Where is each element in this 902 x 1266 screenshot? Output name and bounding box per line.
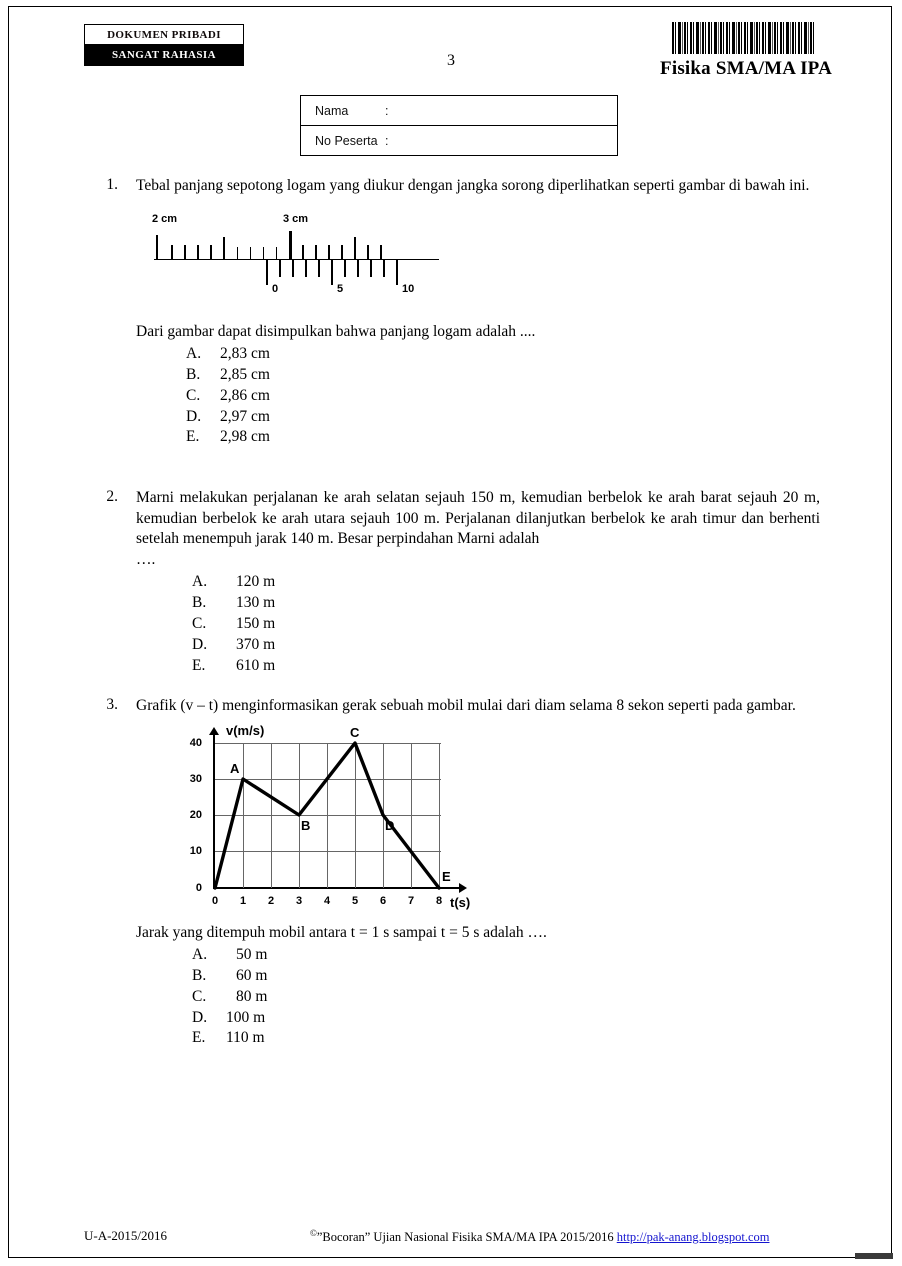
option-2-c[interactable] (136, 614, 820, 635)
option-3-a[interactable] (136, 945, 820, 966)
y-tick-label: 10 (189, 844, 202, 857)
question-1-number: 1. (106, 176, 118, 193)
graph-point-label-d: D (385, 817, 395, 833)
graph-point-label-a: A (230, 760, 240, 776)
graph-point-label-e: E (442, 868, 451, 884)
x-tick-label: 4 (323, 894, 331, 907)
identity-colon-nama: : (385, 103, 389, 118)
identity-table (300, 95, 618, 156)
option-letter: E. (192, 656, 206, 674)
option-letter: A. (192, 573, 208, 591)
caliper-main-label-3cm: 3 cm (283, 212, 309, 225)
option-1-c[interactable] (136, 386, 820, 407)
option-value: 100 m (226, 1008, 266, 1026)
option-value: 60 m (236, 966, 268, 984)
option-letter: D. (192, 1008, 208, 1026)
caliper-vernier-label-5: 5 (337, 282, 344, 295)
barcode-icon (672, 22, 816, 54)
x-tick-label: 1 (239, 894, 247, 907)
option-2-b[interactable] (136, 593, 820, 614)
x-tick-label: 7 (407, 894, 415, 907)
caliper-vernier-tick (344, 259, 346, 277)
question-3-text: Grafik (v – t) menginformasikan gerak sebuah mobil mulai dari diam selama 8 sekon seperti pada gambar. (136, 697, 796, 714)
option-value: 2,86 cm (220, 386, 270, 404)
question-1-text: Tebal panjang sepotong logam yang diukur dengan jangka sorong diperlihatkan seperti gambar di bawah ini. (136, 177, 810, 194)
question-1-options (136, 344, 820, 448)
option-value: 50 m (236, 946, 268, 964)
question-2-number: 2. (106, 488, 118, 505)
subject-title: Fisika SMA/MA IPA (660, 58, 832, 79)
page-number: 3 (447, 52, 455, 69)
option-value: 80 m (236, 987, 268, 1005)
footer-copyright-text: ”Bocoran” Ujian Nasional Fisika SMA/MA IPA 2015/2016 (316, 1230, 614, 1245)
option-letter: B. (192, 594, 207, 612)
caliper-vernier-label-10: 10 (402, 282, 415, 295)
option-letter: A. (192, 946, 208, 964)
caliper-main-tick (380, 245, 382, 259)
caliper-main-tick (223, 237, 225, 259)
graph-point-label-b: B (301, 817, 311, 833)
option-letter: D. (192, 635, 208, 653)
option-letter: C. (192, 614, 207, 632)
x-tick-label: 2 (267, 894, 275, 907)
caliper-vernier-tick (383, 259, 385, 277)
caliper-vernier-tick (279, 259, 281, 277)
caliper-vernier-tick (292, 259, 294, 277)
option-3-d[interactable] (136, 1008, 820, 1029)
caliper-vernier-label-0: 0 (272, 282, 279, 295)
option-1-b[interactable] (136, 365, 820, 386)
caliper-main-tick (341, 245, 343, 259)
caliper-main-tick (197, 245, 199, 259)
caliper-main-tick (289, 231, 292, 259)
option-letter: A. (186, 345, 202, 363)
option-value: 120 m (236, 573, 276, 591)
footer-copyright-line (310, 1228, 770, 1245)
option-letter: B. (186, 365, 201, 383)
option-2-a[interactable] (136, 572, 820, 593)
question-3-options (136, 945, 820, 1049)
footer-url-link[interactable]: http://pak-anang.blogspot.com (616, 1230, 770, 1245)
option-value: 370 m (236, 635, 276, 653)
option-letter: E. (192, 1029, 206, 1047)
question-3-number: 3. (106, 696, 118, 713)
identity-label-nama: Nama (315, 103, 349, 118)
velocity-time-graph (154, 719, 494, 919)
option-1-d[interactable] (136, 407, 820, 428)
y-tick-label: 40 (189, 736, 202, 749)
copyright-icon: © (310, 1228, 317, 1238)
x-tick-label: 5 (351, 894, 359, 907)
x-axis-title: t(s) (450, 894, 471, 910)
option-value: 2,85 cm (220, 365, 270, 383)
caliper-main-tick (184, 245, 186, 259)
caliper-main-tick (171, 245, 173, 259)
option-letter: D. (186, 407, 202, 425)
x-tick-label: 0 (211, 894, 219, 907)
question-2-options (136, 572, 820, 676)
caliper-main-tick (210, 245, 212, 259)
y-tick-label: 0 (195, 881, 202, 894)
option-3-c[interactable] (136, 987, 820, 1008)
caliper-vernier-tick (396, 259, 398, 285)
option-letter: C. (192, 987, 207, 1005)
question-2-text: Marni melakukan perjalanan ke arah selatan sejauh 150 m, kemudian berbelok ke arah barat sejauh 20 m, kemudian berbelok ke arah utara sejauh 100 m. Perjalanan dilanjutkan berbelok ke arah timur dan berhenti setelah menempuh jarak 140 m. Besar perpindahan Marni adalah (136, 489, 820, 548)
caliper-main-tick (237, 247, 238, 259)
question-3 (84, 696, 820, 1049)
identity-row-nama (301, 96, 617, 126)
graph-data-polyline (154, 719, 494, 919)
option-3-b[interactable] (136, 966, 820, 987)
option-value: 2,97 cm (220, 407, 270, 425)
option-value: 2,83 cm (220, 345, 270, 363)
option-value: 610 m (236, 656, 276, 674)
option-value: 130 m (236, 594, 276, 612)
option-letter: C. (186, 386, 201, 404)
x-tick-label: 6 (379, 894, 387, 907)
y-tick-label: 30 (189, 772, 202, 785)
option-2-d[interactable] (136, 635, 820, 656)
caliper-main-tick (250, 247, 251, 259)
option-letter: B. (192, 966, 207, 984)
caliper-main-tick (354, 237, 356, 259)
identity-row-no-peserta (301, 126, 617, 155)
caliper-vernier-tick (370, 259, 372, 277)
caliper-main-tick (328, 245, 330, 259)
y-tick-label: 20 (189, 808, 202, 821)
caliper-main-label-2cm: 2 cm (152, 212, 178, 225)
option-value: 110 m (226, 1029, 265, 1047)
vernier-caliper-figure (144, 211, 464, 306)
option-letter: E. (186, 428, 200, 446)
caliper-main-tick (367, 245, 369, 259)
caliper-main-tick (302, 245, 304, 259)
question-1 (84, 176, 820, 448)
caliper-vernier-tick (318, 259, 320, 277)
option-value: 150 m (236, 614, 276, 632)
caliper-main-tick (156, 235, 158, 259)
caliper-vernier-tick (331, 259, 333, 285)
x-tick-label: 8 (435, 894, 443, 907)
caliper-vernier-tick (305, 259, 307, 277)
graph-point-label-c: C (350, 724, 360, 740)
identity-label-no-peserta: No Peserta (315, 133, 378, 148)
stamp-line-sangat-rahasia: SANGAT RAHASIA (85, 45, 243, 65)
option-3-e[interactable] (136, 1028, 820, 1049)
option-2-e[interactable] (136, 656, 820, 677)
y-axis-title: v(m/s) (226, 722, 265, 738)
page-corner-mark (855, 1253, 893, 1259)
caliper-main-tick (263, 247, 264, 259)
option-1-e[interactable] (136, 427, 820, 448)
footer-document-code: U-A-2015/2016 (84, 1228, 168, 1243)
question-1-prompt: Dari gambar dapat disimpulkan bahwa panjang logam adalah .... (136, 322, 536, 340)
caliper-vernier-tick (357, 259, 359, 277)
caliper-main-tick (276, 247, 277, 259)
option-1-a[interactable] (136, 344, 820, 365)
question-2-text-tail: …. (136, 550, 156, 568)
x-tick-label: 3 (295, 894, 303, 907)
stamp-line-dokumen-pribadi: DOKUMEN PRIBADI (85, 25, 243, 45)
question-3-prompt: Jarak yang ditempuh mobil antara t = 1 s sampai t = 5 s adalah …. (136, 923, 547, 941)
option-value: 2,98 cm (220, 428, 270, 446)
caliper-main-tick (315, 245, 317, 259)
identity-colon-no-peserta: : (385, 133, 389, 148)
question-2 (84, 488, 820, 676)
caliper-vernier-tick (266, 259, 268, 285)
